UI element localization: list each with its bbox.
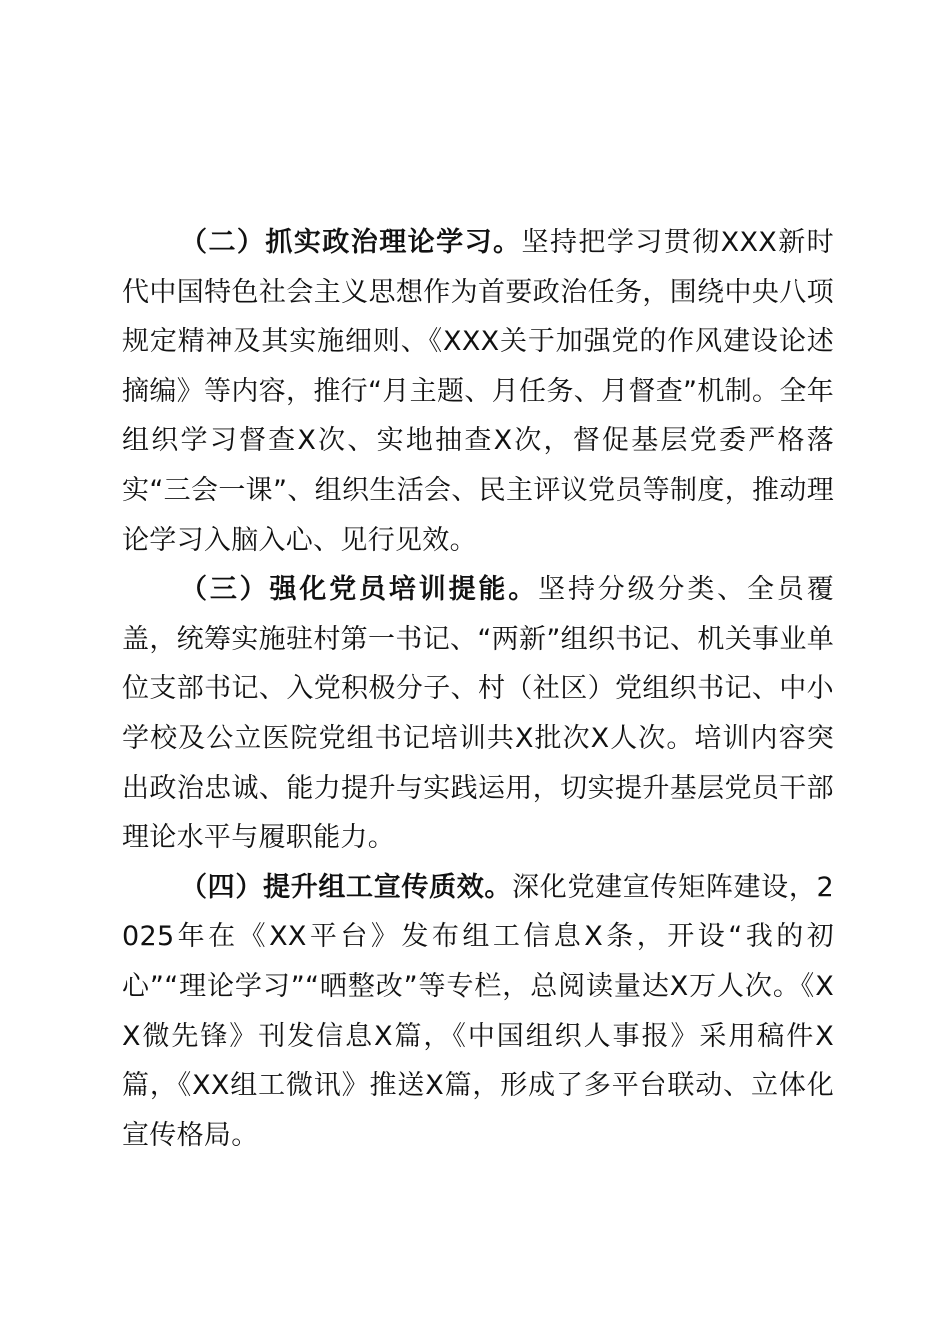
paragraph-publicity — [122, 863, 834, 1161]
paragraph-text: 坚持把学习贯彻XXX新时代中国特色社会主义思想作为首要政治任务，围绕中央八项规定精神及其实施细则、《XXX关于加强党的作风建设论述摘编》等内容，推行“月主题、月任务、月督查”机制。全年组织学习督查X次、实地抽查X次，督促基层党委严格落实“三会一课”、组织生活会、民主评议党员等制度，推动理论学习入脑入心、见行见效。 — [122, 227, 834, 556]
paragraph-member-training — [122, 565, 834, 863]
paragraph-heading: （二）抓实政治理论学习。 — [180, 227, 522, 258]
document-body — [122, 218, 834, 1160]
paragraph-heading: （四）提升组工宣传质效。 — [180, 871, 513, 903]
paragraph-heading: （三）强化党员培训提能。 — [180, 574, 539, 606]
paragraph-text: 坚持分级分类、全员覆盖，统筹实施驻村第一书记、“两新”组织书记、机关事业单位支部书记、入党积极分子、村（社区）党组织书记、中小学校及公立医院党组书记培训共X批次X人次。培训内容突出政治忠诚、能力提升与实践运用，切实提升基层党员干部理论水平与履职能力。 — [122, 574, 834, 854]
paragraph-theory-study — [122, 218, 834, 565]
paragraph-text: 深化党建宣传矩阵建设，2025年在《XX平台》发布组工信息X条，开设“我的初心”“理论学习”“晒整改”等专栏，总阅读量达X万人次。《XX微先锋》刊发信息X篇，《中国组织人事报》采用稿件X篇，《XX组工微讯》推送X篇，形成了多平台联动、立体化宣传格局。 — [122, 871, 834, 1151]
